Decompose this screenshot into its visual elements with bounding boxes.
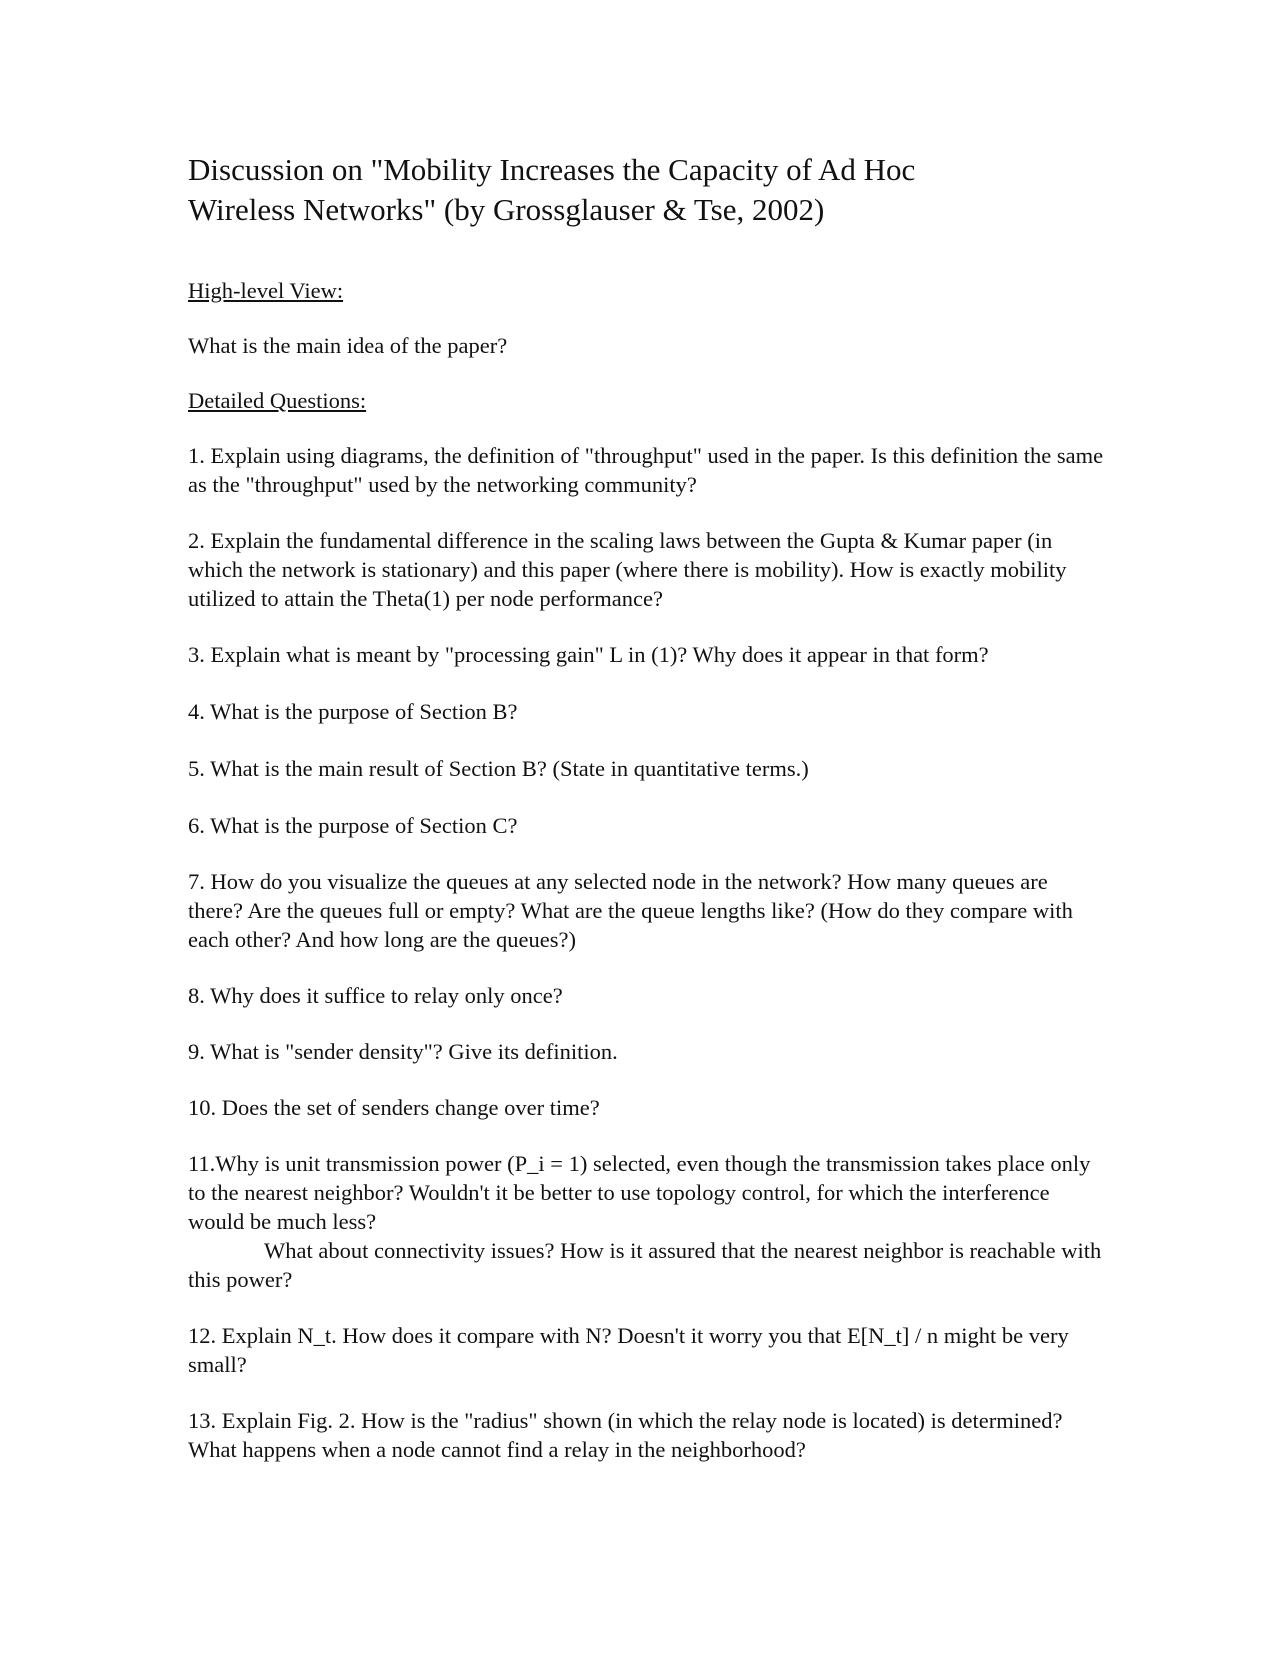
question-8: 8. Why does it suffice to relay only once?	[188, 983, 563, 1008]
question-3: 3. Explain what is meant by "processing gain" L in (1)? Why does it appear in that form?	[188, 642, 989, 667]
high-level-heading: High-level View:	[188, 278, 344, 303]
question-6: 6. What is the purpose of Section C?	[188, 813, 518, 838]
question-11: 11.Why is unit transmission power (P_i = 1) selected, even though the transmission takes place only to the nearest neighbor? Wouldn't it be better to use topology control, for which the interference would be much less?	[188, 1151, 1091, 1234]
detailed-questions-heading: Detailed Questions:	[188, 388, 367, 413]
document-body	[188, 150, 1108, 1464]
question-13: 13. Explain Fig. 2. How is the "radius" shown (in which the relay node is located) is determined? What happens when a node cannot find a relay in the neighborhood?	[188, 1408, 1063, 1462]
question-11-continuation-text: What about connectivity issues? How is it assured that the nearest neighbor is reachable with this power?	[188, 1238, 1102, 1292]
question-1: 1. Explain using diagrams, the definition of "throughput" used in the paper. Is this definition the same as the "throughput" used by the networking community?	[188, 443, 1104, 497]
question-4: 4. What is the purpose of Section B?	[188, 699, 518, 724]
document-title: Discussion on "Mobility Increases the Capacity of Ad Hoc Wireless Networks" (by Grossglauser & Tse, 2002)	[188, 152, 916, 227]
question-9: 9. What is "sender density"? Give its definition.	[188, 1039, 618, 1064]
question-11-continuation	[188, 1236, 1108, 1294]
question-7: 7. How do you visualize the queues at any selected node in the network? How many queues are there? Are the queues full or empty? What are the queue lengths like? (How do they compare with each other? And how long are the queues?)	[188, 869, 1073, 952]
question-2: 2. Explain the fundamental difference in the scaling laws between the Gupta & Kumar paper (in which the network is stationary) and this paper (where there is mobility). How is exactly mobility utilized to attain the Theta(1) per node performance?	[188, 528, 1067, 611]
question-10: 10. Does the set of senders change over time?	[188, 1095, 600, 1120]
main-idea-question: What is the main idea of the paper?	[188, 333, 508, 358]
question-5: 5. What is the main result of Section B? (State in quantitative terms.)	[188, 756, 809, 781]
question-12: 12. Explain N_t. How does it compare with N? Doesn't it worry you that E[N_t] / n might be very small?	[188, 1323, 1069, 1377]
